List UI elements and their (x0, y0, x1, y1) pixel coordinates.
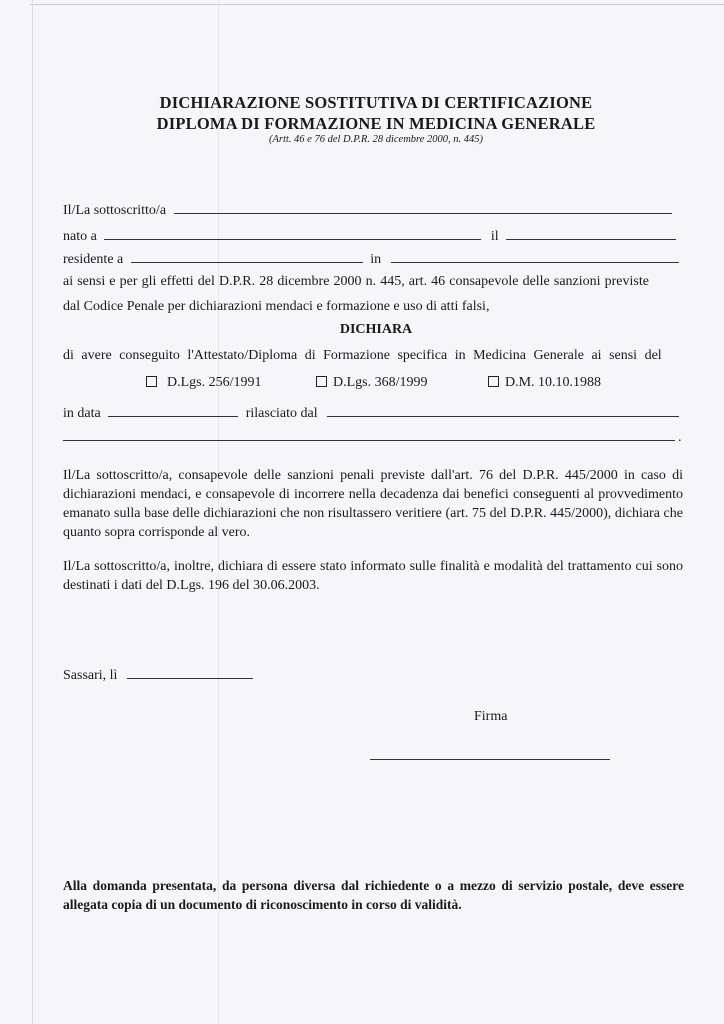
scan-left-edge (32, 0, 33, 1024)
di-avere-line: di avere conseguito l'Attestato/Diploma di Formazione specifica in Medicina Generale ai sensi del (63, 348, 662, 363)
paragraph-privacy: Il/La sottoscritto/a, inoltre, dichiara di essere stato informato sulle finalità e modalità del trattamento cui sono destinati i dati del D.Lgs. 196 del 30.06.2003. (63, 559, 683, 593)
scan-top-edge (30, 4, 724, 5)
field-luogo-data (63, 664, 253, 684)
field-sottoscritto (63, 199, 672, 219)
label-il: il (490, 229, 499, 244)
label-rilasciato-dal: rilasciato dal (245, 406, 318, 421)
input-residente-a[interactable] (131, 248, 363, 263)
ai-sensi-line-1: ai sensi e per gli effetti del D.P.R. 28 dicembre 2000 n. 445, art. 46 consapevole delle sanzioni previste (63, 274, 649, 289)
label-nato-a: nato a (63, 229, 97, 244)
subtitle: (Artt. 46 e 76 del D.P.R. 28 dicembre 2000, n. 445) (268, 134, 484, 145)
label-in-data: in data (63, 406, 101, 421)
title-line-1: DICHIARAZIONE SOSTITUTIVA DI CERTIFICAZIONE (159, 93, 593, 112)
ai-sensi-line-2: dal Codice Penale per dichiarazioni mendaci e formazione e uso di atti falsi, (63, 299, 490, 314)
option-dm-10-10-1988[interactable] (488, 375, 601, 391)
input-sottoscritto[interactable] (174, 199, 672, 214)
dichiara-heading: DICHIARA (339, 322, 413, 337)
input-data-nascita[interactable] (506, 225, 676, 240)
note-allegato: Alla domanda presentata, da persona diversa dal richiedente o a mezzo di servizio postale, deve essere allegata copia di un documento di riconoscimento in corso di validità. (63, 878, 684, 912)
option-dlgs-368-1999[interactable] (316, 375, 428, 391)
label-residente-a: residente a (63, 252, 124, 267)
option-label: D.Lgs. 256/1991 (167, 375, 262, 390)
input-in-data[interactable] (108, 402, 238, 417)
checkbox-icon[interactable] (316, 376, 327, 387)
label-in: in (370, 252, 382, 267)
label-sassari: Sassari, lì (63, 668, 118, 683)
field-nascita (63, 225, 676, 245)
checkbox-icon[interactable] (488, 376, 499, 387)
option-label: D.Lgs. 368/1999 (333, 375, 428, 390)
end-period: . (678, 430, 682, 445)
field-residenza (63, 248, 679, 268)
option-dlgs-256-1991[interactable] (146, 375, 262, 391)
option-label: D.M. 10.10.1988 (505, 375, 602, 390)
field-rilasciato-continua (63, 426, 682, 446)
input-rilasciato-dal-continua[interactable] (63, 426, 675, 441)
label-sottoscritto: Il/La sottoscritto/a (63, 203, 167, 218)
input-nato-a[interactable] (104, 225, 481, 240)
input-in[interactable] (391, 248, 679, 263)
firma-label: Firma (474, 709, 508, 724)
field-rilascio (63, 402, 679, 422)
paragraph-consapevole: Il/La sottoscritto/a, consapevole delle sanzioni penali previste dall'art. 76 del D.P.R. 445/2000 in caso di dichiarazioni mendaci, e consapevole di incorrere nella decadenza dai benefici conseguenti al provvedimento emanato sulla base delle dichiarazioni che non risultassero veritiere (art. 75 del D.P.R. 445/2000), dichiara che quanto sopra corrisponde al vero. (63, 468, 683, 540)
checkbox-icon[interactable] (146, 376, 157, 387)
input-rilasciato-dal[interactable] (327, 402, 679, 417)
input-data-firma[interactable] (127, 664, 253, 679)
title-line-2: DIPLOMA DI FORMAZIONE IN MEDICINA GENERALE (156, 114, 596, 133)
signature-line[interactable] (370, 759, 610, 760)
